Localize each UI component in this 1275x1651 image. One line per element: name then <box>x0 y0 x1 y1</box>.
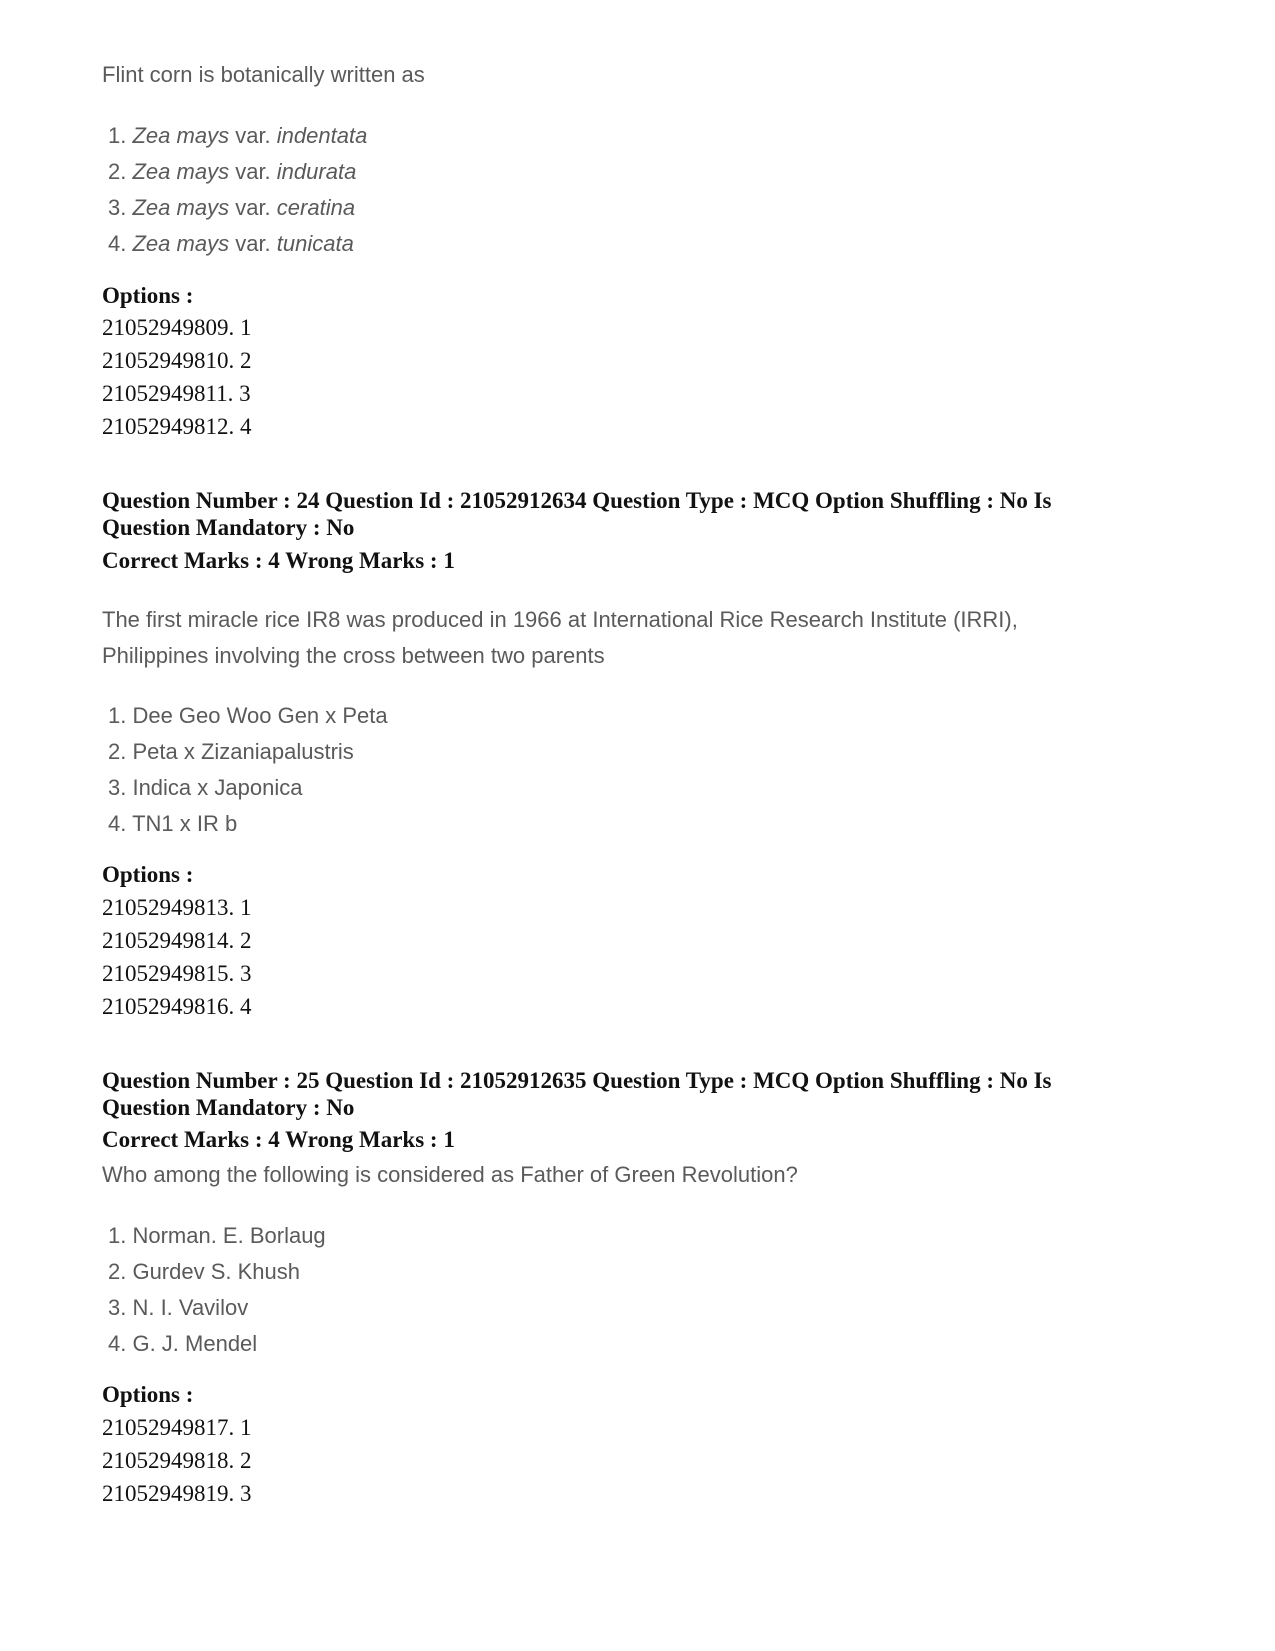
answer-choice: 3. Indica x Japonica <box>108 775 303 800</box>
question-prompt: The first miracle rice IR8 was produced in 1966 at International Rice Research Institute (IRRI), <box>102 607 1018 632</box>
answer-choice: 4. Zea mays var. tunicata <box>108 231 354 256</box>
option-id: 21052949809. 1 <box>102 315 252 340</box>
question-prompt: Who among the following is considered as Father of Green Revolution? <box>102 1162 798 1187</box>
answer-choice: 4. G. J. Mendel <box>108 1331 258 1356</box>
answer-choice: 2. Peta x Zizaniapalustris <box>108 739 354 764</box>
option-id: 21052949818. 2 <box>102 1448 252 1473</box>
option-id: 21052949819. 3 <box>102 1481 252 1506</box>
question-header: Question Number : 24 Question Id : 21052912634 Question Type : MCQ Option Shuffling : No Is <box>102 488 1052 513</box>
question-marks: Correct Marks : 4 Wrong Marks : 1 <box>102 548 455 573</box>
option-id: 21052949816. 4 <box>102 994 252 1019</box>
answer-choice: 2. Zea mays var. indurata <box>108 159 357 184</box>
answer-choice: 1. Norman. E. Borlaug <box>108 1223 326 1248</box>
option-id: 21052949811. 3 <box>102 381 251 406</box>
option-id: 21052949815. 3 <box>102 961 252 986</box>
options-label: Options : <box>102 862 194 887</box>
answer-choice: 2. Gurdev S. Khush <box>108 1259 300 1284</box>
question-header: Question Number : 25 Question Id : 21052912635 Question Type : MCQ Option Shuffling : No Is <box>102 1068 1052 1093</box>
option-id: 21052949814. 2 <box>102 928 252 953</box>
option-id: 21052949812. 4 <box>102 414 252 439</box>
options-label: Options : <box>102 283 194 308</box>
option-id: 21052949817. 1 <box>102 1415 252 1440</box>
answer-choice: 4. TN1 x IR b <box>108 811 238 836</box>
answer-choice: 1. Dee Geo Woo Gen x Peta <box>108 703 388 728</box>
option-id: 21052949813. 1 <box>102 895 252 920</box>
answer-choice: 3. N. I. Vavilov <box>108 1295 249 1320</box>
question-header-cont: Question Mandatory : No <box>102 1095 355 1120</box>
question-marks: Correct Marks : 4 Wrong Marks : 1 <box>102 1127 455 1152</box>
question-prompt: Flint corn is botanically written as <box>102 62 425 87</box>
options-label: Options : <box>102 1382 194 1407</box>
option-id: 21052949810. 2 <box>102 348 252 373</box>
question-header-cont: Question Mandatory : No <box>102 515 355 540</box>
question-prompt-cont: Philippines involving the cross between two parents <box>102 643 605 668</box>
answer-choice: 3. Zea mays var. ceratina <box>108 195 356 220</box>
answer-choice: 1. Zea mays var. indentata <box>108 123 368 148</box>
